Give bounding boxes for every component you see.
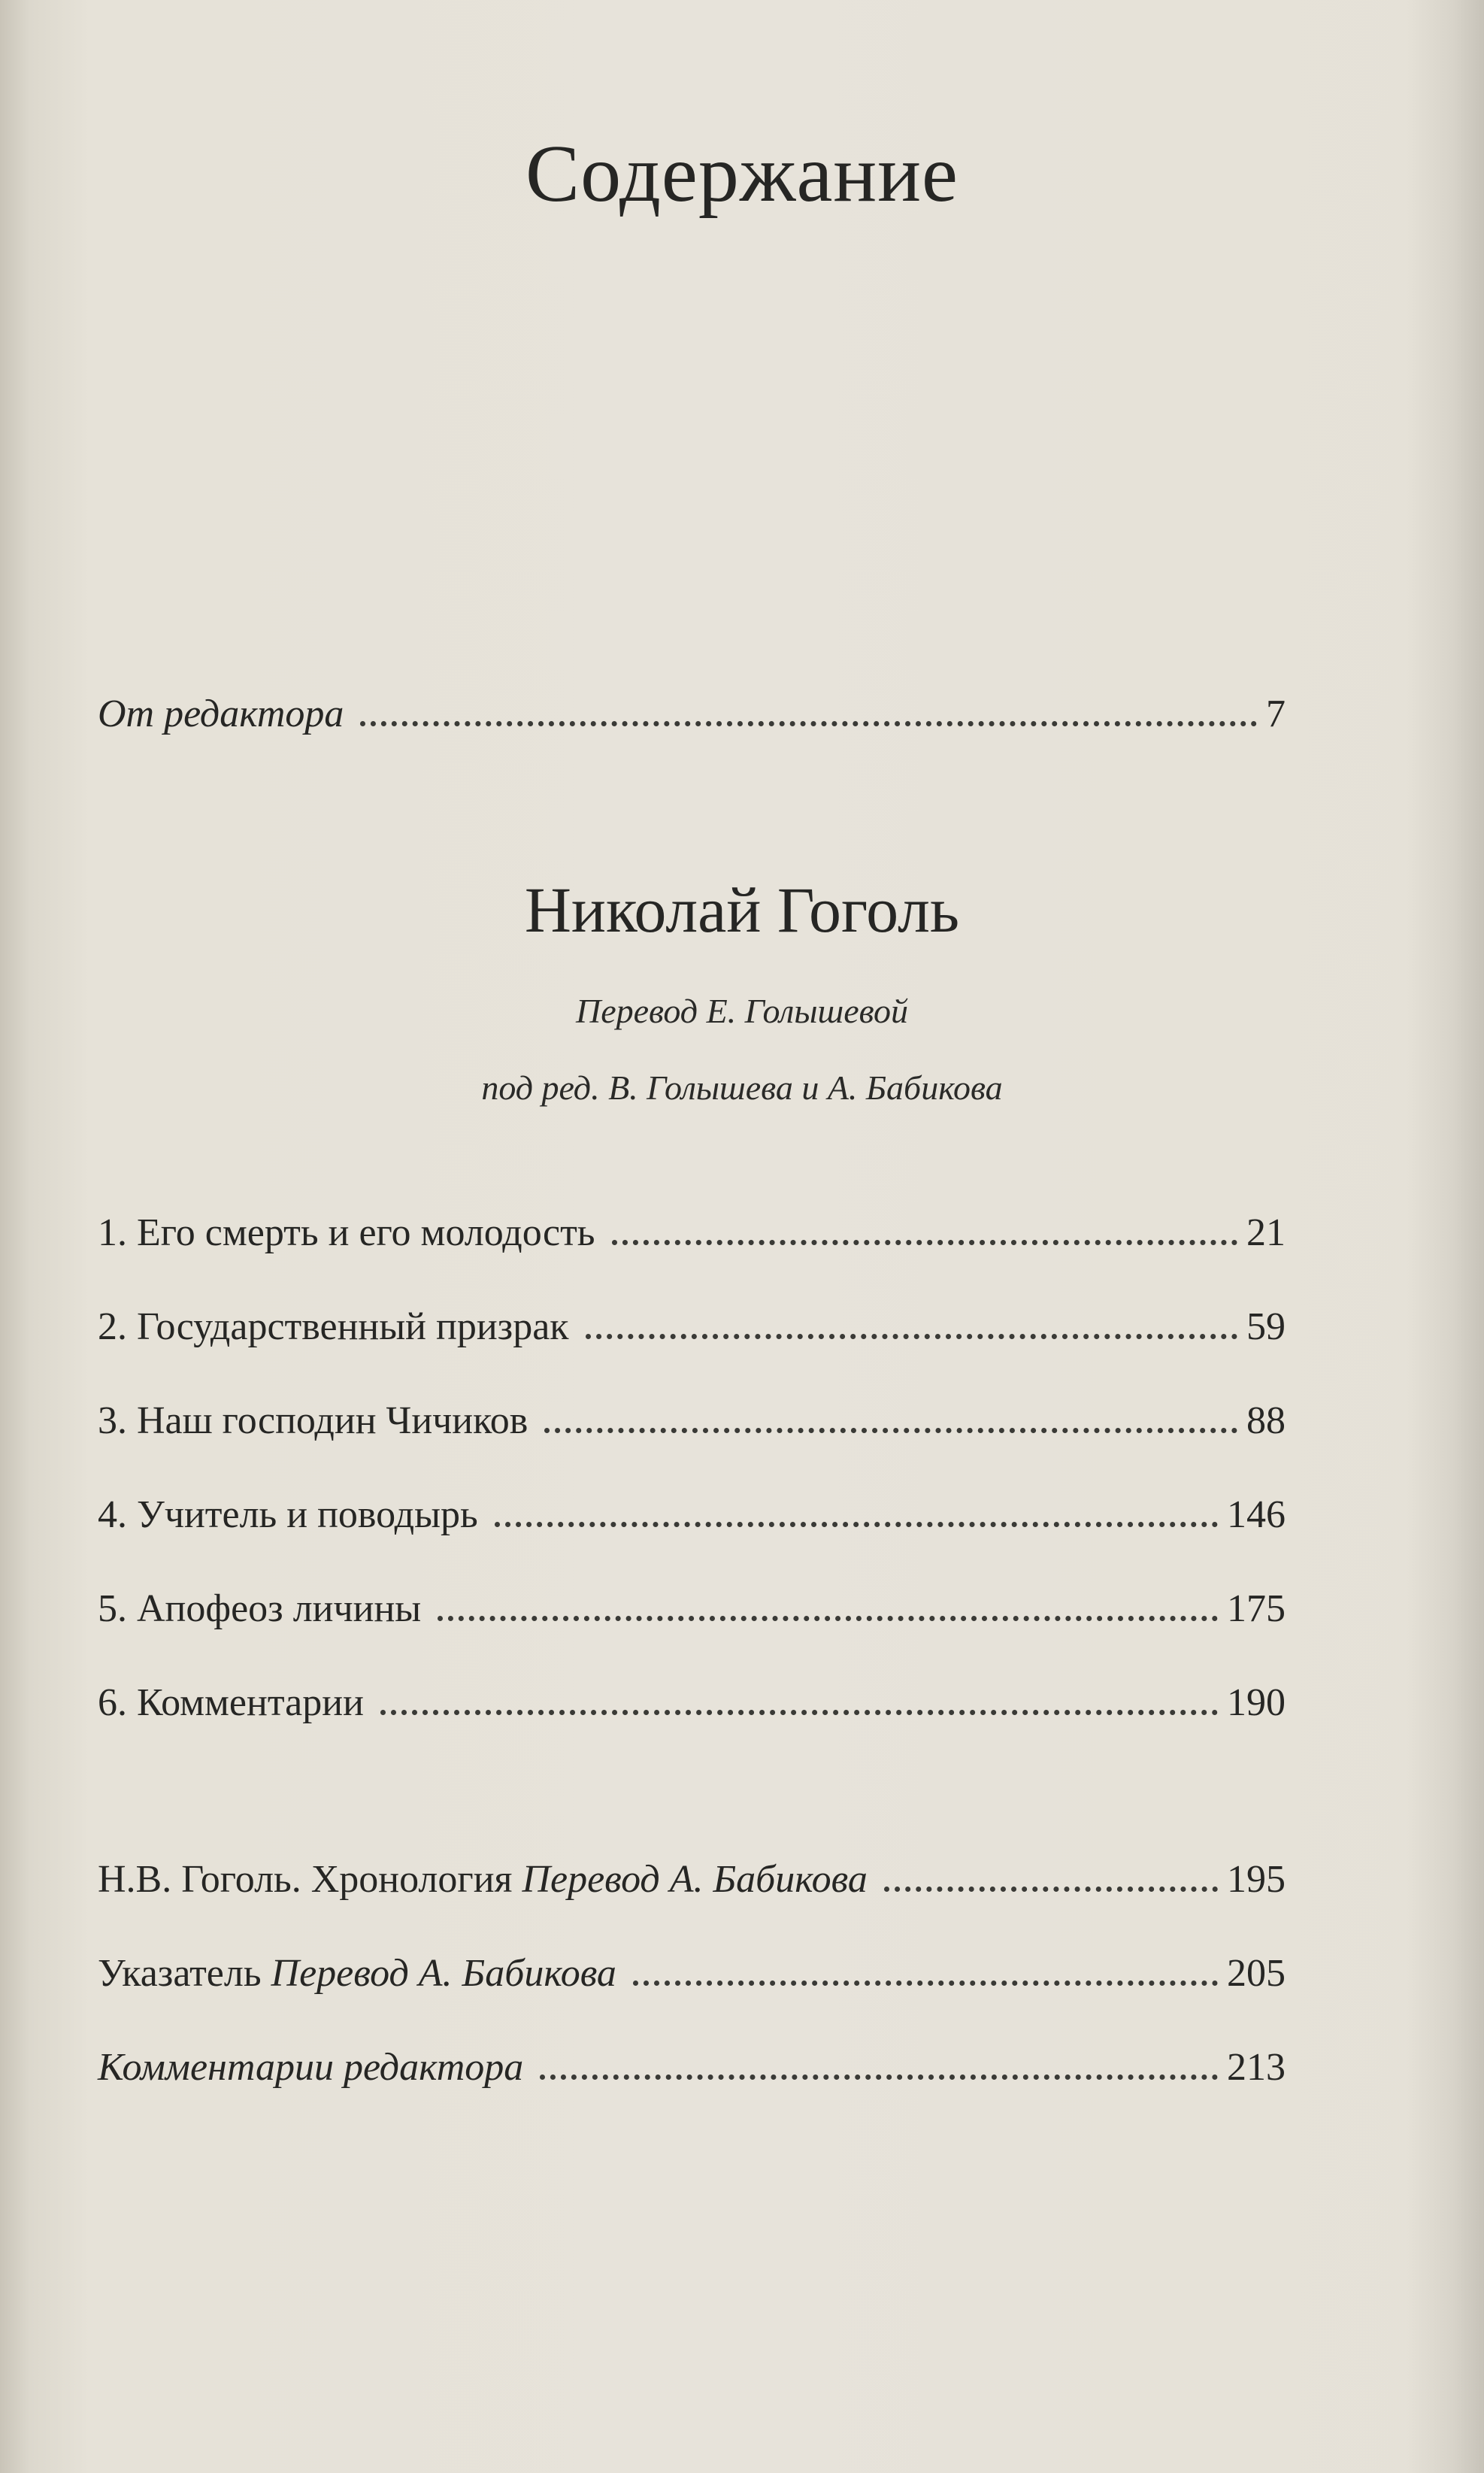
page-title: Содержание	[525, 129, 959, 219]
dot-leader	[633, 1981, 1218, 1986]
toc-entry-label: 1. Его смерть и его молодость	[98, 1211, 595, 1254]
toc-entry-label-italic: Перевод А. Бабикова	[271, 1952, 616, 1995]
dot-leader	[884, 1887, 1218, 1892]
toc-entry-intro	[98, 692, 1286, 736]
toc-entry-appendix	[98, 2045, 1286, 2090]
page-edge-shadow	[1406, 0, 1484, 2473]
dot-leader	[438, 1616, 1218, 1621]
toc-entry-page: 146	[1227, 1493, 1286, 1536]
toc-entry-appendix	[98, 1951, 1286, 1996]
toc-entry-chapter	[98, 1211, 1286, 1255]
toc-entry-label-roman: Указатель	[98, 1952, 262, 1995]
toc-entry-page: 195	[1227, 1858, 1286, 1901]
toc-entry-label: 5. Апофеоз личины	[98, 1587, 422, 1630]
toc-entry-label: 3. Наш господин Чичиков	[98, 1399, 528, 1442]
toc-entry-page: 88	[1246, 1399, 1286, 1442]
toc-entry-label-italic: Перевод А. Бабикова	[522, 1858, 868, 1901]
toc-entry-chapter	[98, 1493, 1286, 1537]
dot-leader	[360, 721, 1257, 726]
toc-entry-page: 213	[1227, 2046, 1286, 2089]
dot-leader	[612, 1240, 1237, 1245]
toc-entry-label-roman: Н.В. Гоголь. Хронология	[98, 1858, 513, 1901]
dot-leader	[380, 1710, 1218, 1715]
toc-entry-label: От редактора	[98, 693, 344, 735]
dot-leader	[495, 1522, 1218, 1527]
toc-entry-page: 21	[1246, 1211, 1286, 1254]
dot-leader	[586, 1334, 1237, 1339]
toc-entry-label	[98, 2045, 523, 2090]
section-title: Николай Гоголь	[524, 874, 960, 946]
dot-leader	[544, 1428, 1237, 1433]
toc-entry-chapter	[98, 1305, 1286, 1349]
section-editors: под ред. В. Голышева и А. Бабикова	[481, 1068, 1003, 1107]
toc-entry-chapter	[98, 1587, 1286, 1631]
toc-entry-page: 7	[1266, 693, 1286, 735]
toc-entry-page: 190	[1227, 1681, 1286, 1724]
toc-entry-chapter	[98, 1399, 1286, 1443]
toc-entry-page: 175	[1227, 1587, 1286, 1630]
toc-entry-page: 59	[1246, 1305, 1286, 1348]
toc-entry-label: 4. Учитель и поводырь	[98, 1493, 478, 1536]
toc-entry-label-italic: Комментарии редактора	[98, 2046, 524, 2089]
toc-entry-label	[98, 1857, 868, 1902]
toc-entry-label	[98, 1951, 616, 1996]
toc-entry-appendix	[98, 1857, 1286, 1902]
toc-entry-page: 205	[1227, 1952, 1286, 1995]
dot-leader	[540, 2074, 1218, 2080]
toc-entry-chapter	[98, 1680, 1286, 1725]
toc-entry-label: 6. Комментарии	[98, 1681, 364, 1724]
toc-entry-label: 2. Государственный призрак	[98, 1305, 569, 1348]
section-translation: Перевод Е. Голышевой	[575, 992, 909, 1030]
